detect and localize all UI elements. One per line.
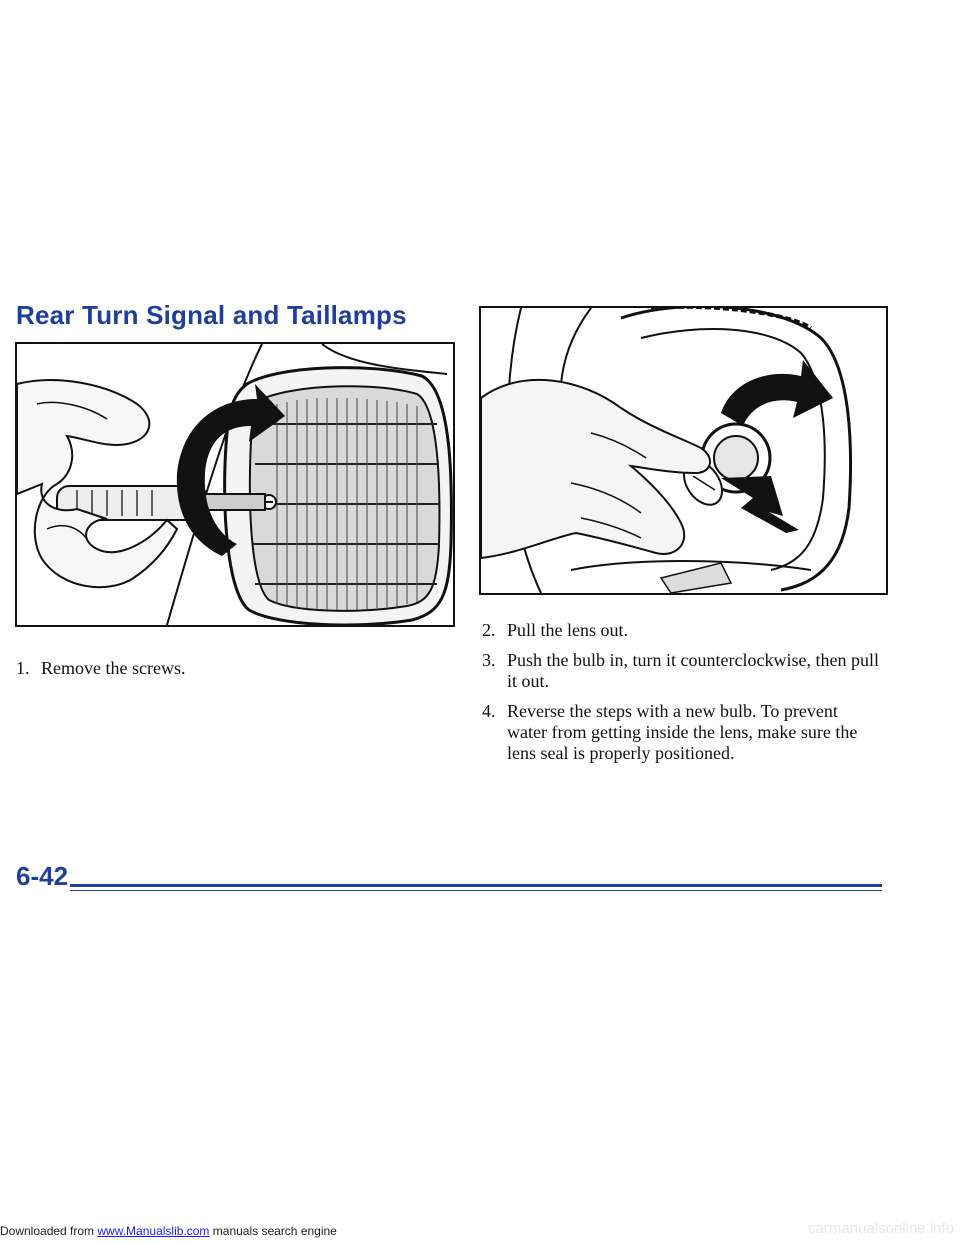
footer-rule: [70, 884, 882, 887]
step-text: Push the bulb in, turn it counterclockwise, then pull it out.: [507, 650, 879, 691]
step-4: [482, 701, 882, 764]
footer-suffix: manuals search engine: [209, 1224, 337, 1238]
page-number: 6-42: [16, 861, 69, 891]
step-number: 1.: [16, 658, 30, 678]
step-number: 3.: [482, 650, 496, 670]
step-text: Reverse the steps with a new bulb. To prevent water from getting inside the lens, make sure the lens seal is properly positioned.: [507, 701, 858, 763]
step-1: [16, 658, 446, 679]
step-number: 4.: [482, 701, 496, 721]
bulb-socket-removal-illustration: [479, 306, 888, 595]
manualslib-link[interactable]: www.Manualslib.com: [97, 1224, 210, 1238]
step-2: [482, 620, 882, 641]
page-title: Rear Turn Signal and Taillamps: [16, 300, 407, 330]
step-number: 2.: [482, 620, 496, 640]
step-text: Remove the screws.: [41, 658, 186, 678]
watermark: carmanualsonline.info: [808, 1220, 954, 1237]
footer-rule-thin: [70, 890, 882, 891]
footer-prefix: Downloaded from: [0, 1224, 98, 1238]
step-3: [482, 650, 882, 692]
step-text: Pull the lens out.: [507, 620, 628, 640]
screwdriver-lens-illustration: [15, 342, 455, 627]
